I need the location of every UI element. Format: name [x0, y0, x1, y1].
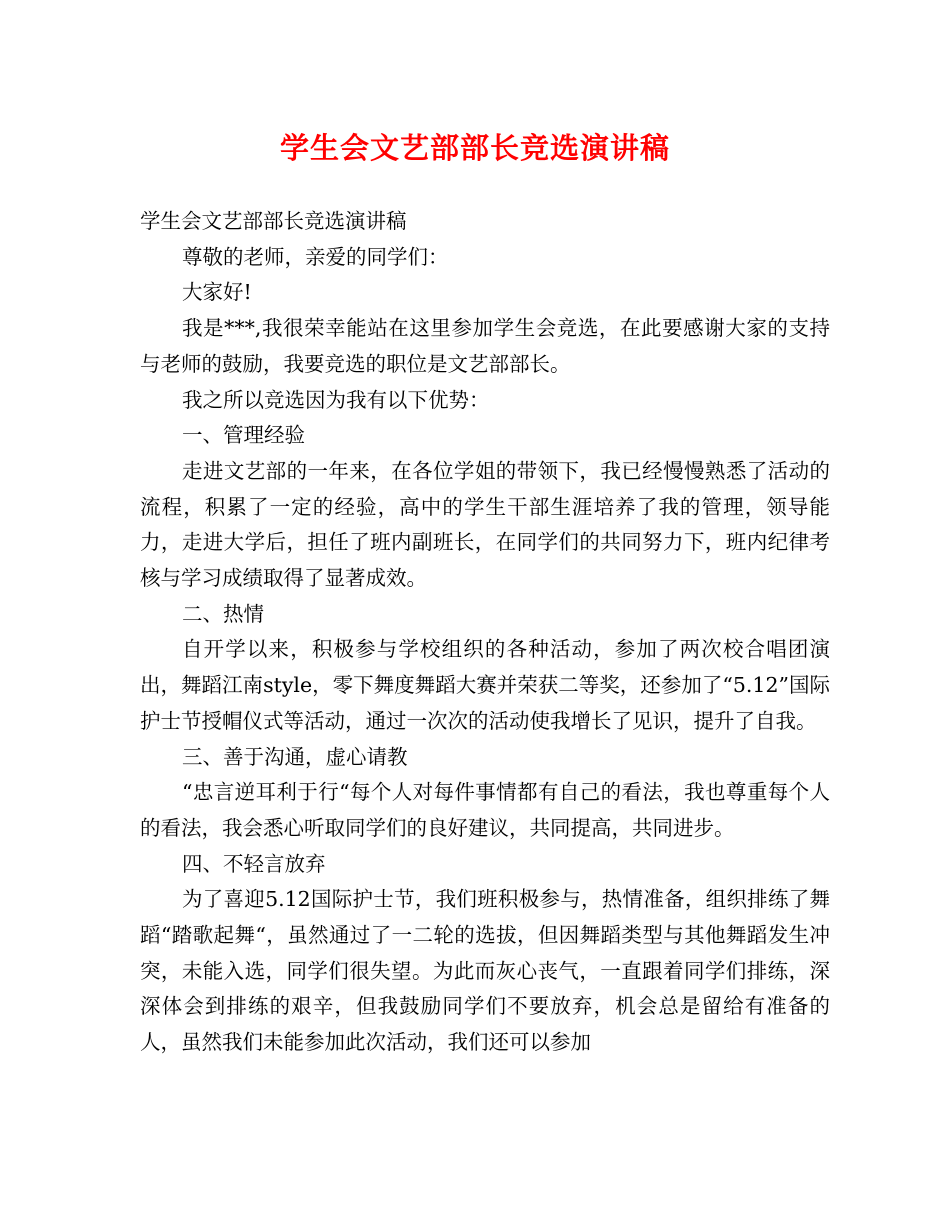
- section-heading: 二、热情: [182, 601, 264, 626]
- paragraph: 尊敬的老师，亲爱的同学们：: [182, 244, 449, 269]
- document-body: [140, 204, 830, 1061]
- paragraph: 自开学以来，积极参与学校组织的各种活动，参加了两次校合唱团演出，舞蹈江南style，零下舞度舞蹈大赛并荣获二等奖，还参加了“5.12”国际护士节授帽仪式等活动，通过一次次的活动使我增长了见识，提升了自我。: [140, 637, 830, 733]
- paragraph: 为了喜迎5.12国际护士节，我们班积极参与，热情准备，组织排练了舞蹈“踏歌起舞“，虽然通过了一二轮的选拔，但因舞蹈类型与其他舞蹈发生冲突，未能入选，同学们很失望。为此而灰心丧气，一直跟着同学们排练，深深体会到排练的艰辛，但我鼓励同学们不要放弃，机会总是留给有准备的人，虽然我们未能参加此次活动，我们还可以参加: [140, 887, 830, 1055]
- paragraph: “忠言逆耳利于行“每个人对每件事情都有自己的看法，我也尊重每个人的看法，我会悉心听取同学们的良好建议，共同提高，共同进步。: [140, 780, 830, 840]
- document-title: 学生会文艺部部长竞选演讲稿: [279, 131, 670, 165]
- paragraph: 走进文艺部的一年来，在各位学姐的带领下，我已经慢慢熟悉了活动的流程，积累了一定的经验，高中的学生干部生涯培养了我的管理，领导能力，走进大学后，担任了班内副班长，在同学们的共同努力下，班内纪律考核与学习成绩取得了显著成效。: [140, 458, 830, 591]
- section-heading: 三、善于沟通，虚心请教: [182, 744, 408, 769]
- paragraph: 我之所以竞选因为我有以下优势：: [182, 387, 490, 412]
- section-heading: 一、管理经验: [182, 423, 305, 448]
- section-heading: 四、不轻言放弃: [182, 851, 326, 876]
- paragraph: 我是***,我很荣幸能站在这里参加学生会竞选，在此要感谢大家的支持与老师的鼓励，我要竞选的职位是文艺部部长。: [140, 316, 830, 376]
- paragraph: 大家好!: [182, 280, 252, 305]
- paragraph: 学生会文艺部部长竞选演讲稿: [140, 209, 407, 233]
